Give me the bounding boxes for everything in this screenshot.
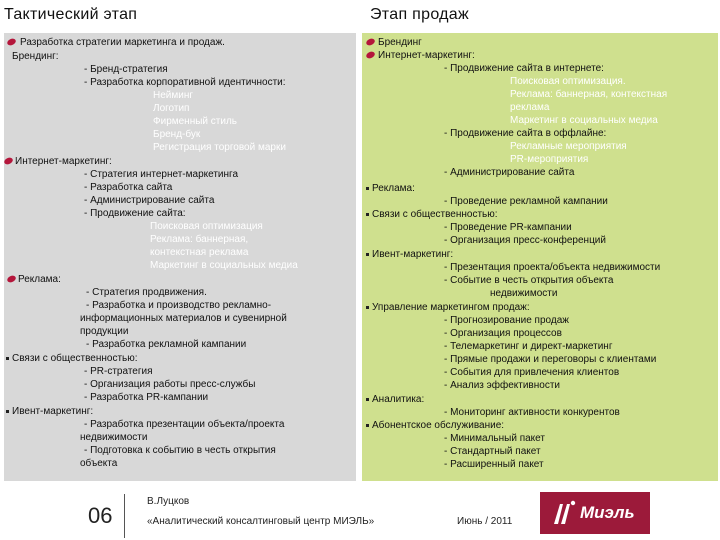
logo-text: Миэль: [580, 503, 635, 522]
square-bullet-icon: [366, 424, 369, 427]
list-item: - Продвижение сайта в интернете:: [444, 63, 604, 74]
square-bullet-icon: [366, 213, 369, 216]
list-item: [366, 420, 504, 432]
list-item: - Разработка PR-кампании: [84, 392, 209, 403]
list-item: реклама: [510, 102, 550, 113]
logo-mark-icon: [550, 498, 578, 528]
list-item: Регистрация торговой марки: [153, 142, 286, 153]
square-bullet-icon: [366, 306, 369, 309]
list-item: - Организация работы пресс-службы: [84, 379, 256, 390]
list-item: - Прямые продажи и переговоры с клиентами: [444, 354, 657, 365]
square-bullet-icon: [366, 187, 369, 190]
list-item: - Событие в честь открытия объекта: [444, 275, 614, 286]
list-item: продукции: [80, 326, 129, 337]
list-item: недвижимости: [490, 288, 558, 299]
page-number: 06: [88, 503, 113, 528]
list-item: Поисковая оптимизация: [150, 221, 263, 232]
tactical-stage-panel: [4, 33, 356, 481]
list-item: - Стратегия продвижения.: [86, 287, 207, 298]
list-item: Реклама: баннерная,: [150, 234, 249, 245]
list-item: Разработка стратегии маркетинга и продаж.: [20, 37, 225, 48]
square-bullet-icon: [6, 357, 9, 360]
bullet-icon: [365, 37, 376, 46]
list-item: - Проведение рекламной кампании: [444, 196, 608, 207]
list-item: Интернет-маркетинг:: [378, 50, 475, 61]
list-item: - Телемаркетинг и директ-маркетинг: [444, 341, 613, 352]
list-item: Логотип: [153, 103, 190, 114]
sales-stage-title: Этап продаж: [370, 6, 470, 23]
list-item-label: Аналитика:: [372, 394, 425, 405]
list-item: - Разработка презентации объекта/проекта: [84, 419, 285, 430]
date-label: Июнь / 2011: [457, 516, 513, 527]
list-item: контекстная реклама: [150, 247, 249, 258]
list-item: - Разработка и производство рекламно-: [86, 300, 272, 311]
list-item: Рекламные мероприятия: [510, 141, 627, 152]
list-item: Нейминг: [153, 90, 193, 101]
list-item-label: Связи с общественностью:: [372, 209, 498, 220]
list-item: - Разработка корпоративной идентичности:: [84, 77, 286, 88]
bullet-icon: [6, 37, 17, 46]
list-item: - Минимальный пакет: [444, 433, 545, 444]
list-item: - Мониторинг активности конкурентов: [444, 407, 620, 418]
sales-stage-panel: [362, 33, 718, 481]
list-item: - Организация процессов: [444, 328, 562, 339]
list-item: - Расширенный пакет: [444, 459, 544, 470]
list-item: Интернет-маркетинг:: [15, 156, 112, 167]
list-item: - Презентация проекта/объекта недвижимости: [444, 262, 661, 273]
list-item-label: Управление маркетингом продаж:: [372, 302, 530, 313]
list-item: Фирменный стиль: [153, 116, 237, 127]
list-item: - PR-стратегия: [84, 366, 153, 377]
list-item: - Продвижение сайта в оффлайне:: [444, 128, 607, 139]
bullet-icon: [365, 50, 376, 59]
tactical-stage-title: Тактический этап: [4, 6, 138, 23]
company-logo: [540, 492, 650, 534]
list-item: информационных материалов и сувенирной: [80, 313, 287, 324]
list-item: - Подготовка к событию в честь открытия: [84, 445, 276, 456]
list-item: Реклама:: [18, 274, 61, 285]
list-item: Брендинг: [378, 37, 422, 48]
list-item: PR-мероприятия: [510, 154, 589, 165]
list-item: Поисковая оптимизация.: [510, 76, 626, 87]
list-item: [366, 302, 530, 314]
list-item: Маркетинг в социальных медиа: [150, 260, 298, 271]
list-item-label: Реклама:: [372, 183, 415, 194]
list-item: - Стандартный пакет: [444, 446, 541, 457]
list-item: [366, 394, 424, 406]
list-item: - Администрирование сайта: [444, 167, 575, 178]
square-bullet-icon: [366, 398, 369, 401]
list-item: объекта: [80, 458, 118, 469]
list-item: Реклама: баннерная, контекстная: [510, 89, 668, 100]
list-item: [366, 183, 415, 195]
bullet-icon: [6, 274, 17, 283]
list-item-label: Абонентское обслуживание:: [372, 420, 505, 431]
list-item: - Анализ эффективности: [444, 380, 560, 391]
list-item: [366, 209, 498, 221]
list-item: - Разработка рекламной кампании: [86, 339, 247, 350]
list-item: - Продвижение сайта:: [84, 208, 186, 219]
list-item: Маркетинг в социальных медиа: [510, 115, 658, 126]
list-item: Брендинг:: [12, 51, 59, 62]
square-bullet-icon: [6, 410, 9, 413]
list-item: - Проведение PR-кампании: [444, 222, 572, 233]
author-name: В.Луцков: [147, 496, 190, 507]
list-item: недвижимости: [80, 432, 148, 443]
list-item: Бренд-бук: [153, 129, 201, 140]
list-item: - Бренд-стратегия: [84, 64, 168, 75]
list-item: - Организация пресс-конференций: [444, 235, 606, 246]
bullet-icon: [3, 156, 14, 165]
square-bullet-icon: [366, 253, 369, 256]
list-item: - Стратегия интернет-маркетинга: [84, 169, 239, 180]
list-item: [366, 249, 453, 261]
list-item: - Администрирование сайта: [84, 195, 215, 206]
list-item-label: Ивент-маркетинг:: [12, 406, 94, 417]
list-item: - Разработка сайта: [84, 182, 173, 193]
footer-divider: [124, 494, 125, 538]
list-item-label: Связи с общественностью:: [12, 353, 138, 364]
list-item: [6, 353, 138, 365]
organization-name: «Аналитический консалтинговый центр МИЭЛЬ»: [147, 516, 375, 527]
list-item: [6, 406, 93, 418]
list-item: - События для привлечения клиентов: [444, 367, 620, 378]
list-item: - Прогнозирование продаж: [444, 315, 569, 326]
list-item-label: Ивент-маркетинг:: [372, 249, 454, 260]
